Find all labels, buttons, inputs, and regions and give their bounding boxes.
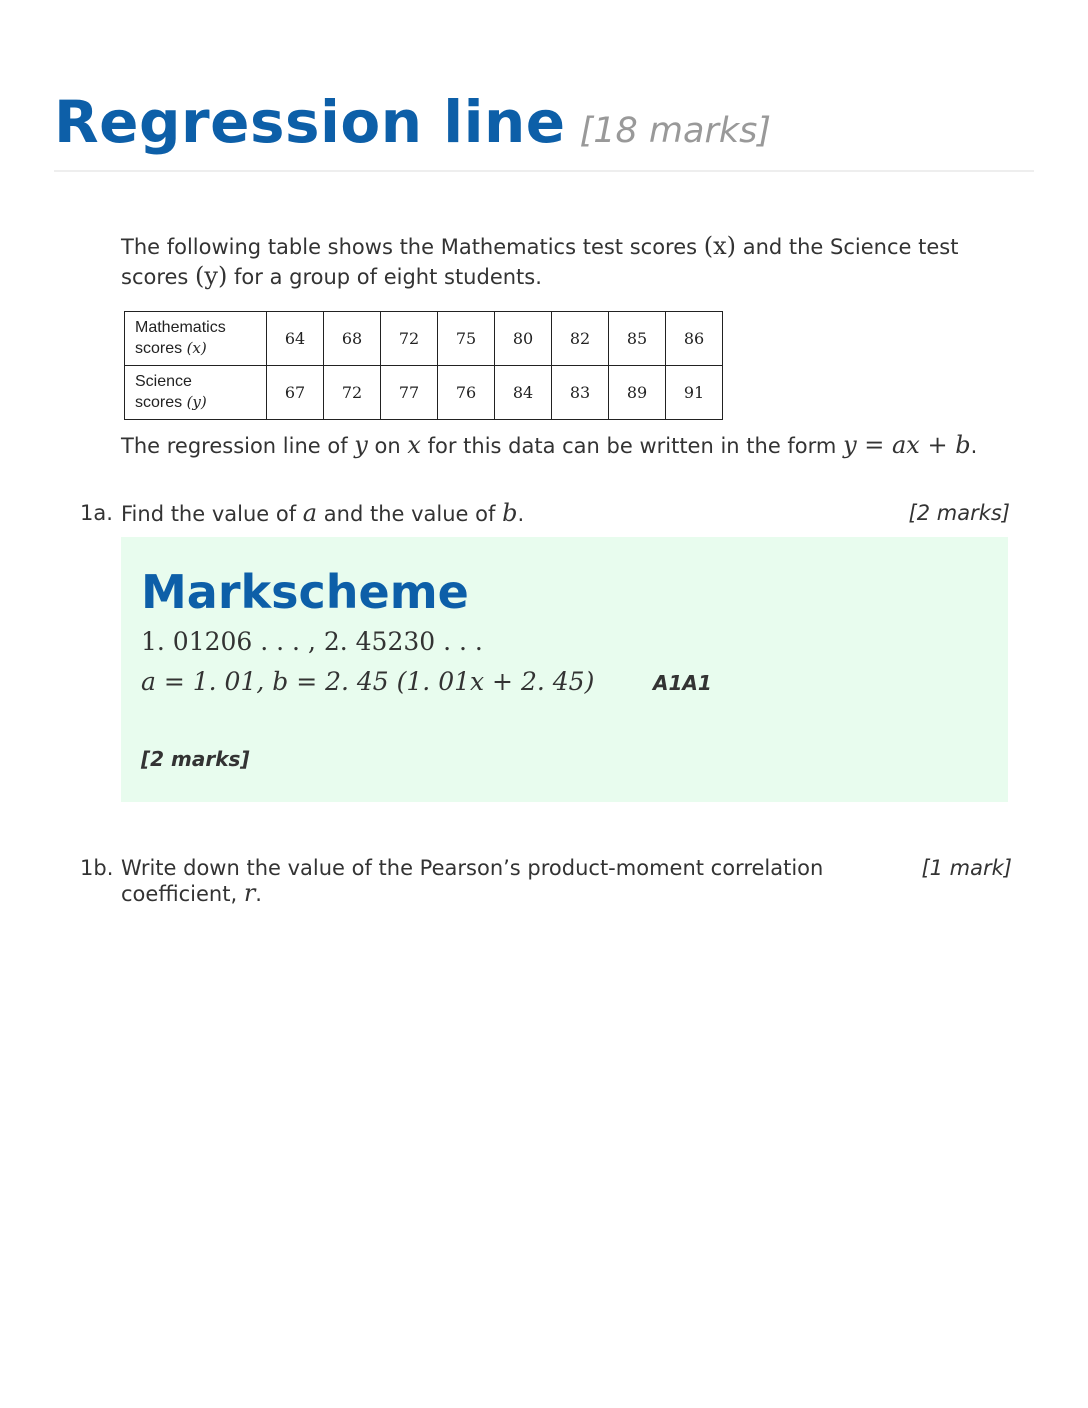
regression-text-3: for this data can be written in the form — [420, 434, 844, 458]
markscheme-award: A1A1 — [653, 671, 712, 695]
intro-text-3: for a group of eight students. — [227, 265, 542, 289]
row-header-mathematics — [125, 312, 267, 366]
q1a-text-2: and the value of — [317, 502, 503, 526]
question-marks-1b: [1 mark] — [921, 856, 1012, 880]
row-label-line2: scores — [135, 394, 183, 411]
markscheme-line-1: 1. 01206 . . . , 2. 45230 . . . — [141, 627, 483, 656]
row-label-line2: scores — [135, 340, 183, 357]
question-number-1b: 1b. — [80, 856, 114, 880]
total-marks: [18 marks] — [579, 111, 772, 151]
row-label-line1: Mathematics — [135, 319, 226, 336]
q1b-text-end: . — [255, 882, 262, 906]
q1a-var-a: a — [302, 499, 318, 527]
page-header — [54, 88, 1034, 172]
regression-text-2: on — [367, 434, 408, 458]
markscheme-box — [121, 537, 1008, 802]
question-text-1b — [121, 856, 891, 907]
intro-text-1: The following table shows the Mathematics test scores — [121, 235, 704, 259]
row-label-var: (y) — [186, 393, 207, 411]
table-cell: 86 — [666, 312, 723, 366]
question-marks-1a: [2 marks] — [908, 501, 1010, 525]
q1a-var-b: b — [502, 499, 518, 527]
intro-var-y: (y) — [195, 262, 228, 290]
page-title: Regression line — [54, 88, 566, 156]
intro-paragraph — [121, 232, 1001, 292]
regression-text-4: . — [970, 434, 978, 458]
table-cell: 89 — [609, 366, 666, 420]
intro-var-x: (x) — [703, 232, 737, 260]
table-cell: 72 — [381, 312, 438, 366]
table-row — [125, 366, 723, 420]
markscheme-total: [2 marks] — [141, 747, 250, 771]
regression-var-x: x — [407, 431, 421, 459]
table-cell: 80 — [495, 312, 552, 366]
table-cell: 83 — [552, 366, 609, 420]
question-number-1a: 1a. — [80, 501, 113, 525]
q1a-text-1: Find the value of — [121, 502, 303, 526]
table-cell: 75 — [438, 312, 495, 366]
table-cell: 67 — [267, 366, 324, 420]
markscheme-line-2: a = 1. 01, b = 2. 45 (1. 01x + 2. 45) — [141, 667, 595, 696]
table-cell: 91 — [666, 366, 723, 420]
row-label-line1: Science — [135, 373, 192, 390]
q1b-text-line2: coefficient, — [121, 882, 244, 906]
q1a-text-3: . — [517, 502, 525, 526]
table-cell: 77 — [381, 366, 438, 420]
table-cell: 72 — [324, 366, 381, 420]
q1b-text-line1: Write down the value of the Pearson’s product-moment correlation — [121, 856, 824, 880]
intro-text-2: and the Science test scores — [121, 235, 959, 289]
table-cell: 64 — [267, 312, 324, 366]
table-cell: 85 — [609, 312, 666, 366]
table-cell: 84 — [495, 366, 552, 420]
question-text-1a — [121, 501, 881, 527]
regression-var-y: y — [354, 431, 368, 459]
table-cell: 82 — [552, 312, 609, 366]
regression-text-1: The regression line of — [121, 434, 355, 458]
row-label-var: (x) — [186, 339, 207, 357]
q1b-var-r: r — [243, 879, 256, 907]
table-row — [125, 312, 723, 366]
scores-table — [124, 311, 723, 420]
table-cell: 68 — [324, 312, 381, 366]
regression-statement — [121, 430, 1021, 461]
markscheme-title: Markscheme — [141, 565, 469, 619]
row-header-science — [125, 366, 267, 420]
regression-form: y = ax + b — [843, 431, 971, 459]
table-cell: 76 — [438, 366, 495, 420]
